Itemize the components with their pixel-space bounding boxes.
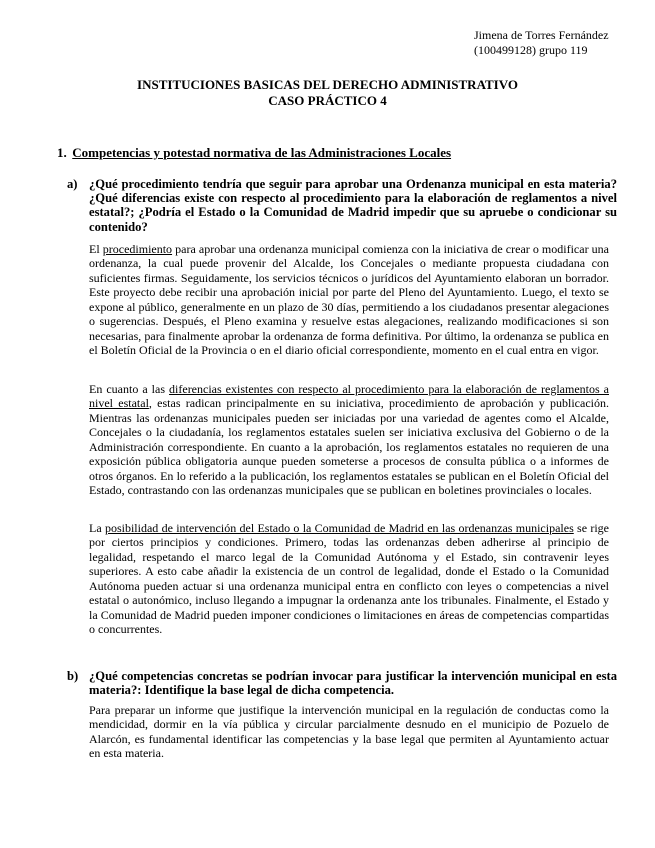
section-heading: [57, 145, 617, 161]
question-a-text: ¿Qué procedimiento tendría que seguir para aprobar una Ordenanza municipal en esta materia? ¿Qué diferencias existe con respecto al procedimiento para la elaboración de reglamentos a nivel estatal?; ¿Podría el Estado o la Comunidad de Madrid impedir que su apruebe o condicionar su contenido?: [89, 177, 617, 234]
answer-a-paragraph-1: [89, 242, 609, 358]
question-b-text: ¿Qué competencias concretas se podrían invocar para justificar la intervención municipal en esta materia?: Identifique la base legal de dicha competencia.: [89, 669, 617, 698]
answer-a-paragraph-3: [89, 521, 609, 637]
question-a-label: a): [67, 177, 78, 191]
answer-a-p1-underlined: procedimiento: [102, 242, 173, 256]
answer-b-paragraph-1: Para preparar un informe que justifique la intervención municipal en la regulación de conductas como la mendicidad, dormir en la vía pública y circular parcialmente desnudo en el municipio de Pozuelo de Alarcón, es fundamental identificar las competencias y la base legal que permiten al Ayuntamiento actuar en esta materia.: [89, 703, 609, 761]
author-id-group: (100499128) grupo 119: [474, 43, 588, 57]
answer-a-p2-post: , estas radican principalmente en su iniciativa, procedimiento de aprobación y publicación. Mientras las ordenanzas municipales pueden ser iniciadas por una variedad de agentes como el Alcalde, Concejales o la ciudadanía, los reglamentos estatales suelen ser iniciativa exclusiva del Gobierno o de la Administración correspondiente. En cuanto a la aprobación, los reglamentos estatales no requieren de una exposición pública obligatoria aunque pueden someterse a procesos de consulta pública o a informes de otros órganos. En lo referido a la publicación, los reglamentos estatales se publican en el Boletín Oficial del Estado, contrastando con las ordenanzas municipales que se publican en boletines provinciales o locales.: [89, 396, 609, 498]
answer-a-p1-post: para aprobar una ordenanza municipal comienza con la iniciativa de crear o modificar una ordenanza, la cual puede provenir del Alcalde, los Concejales o mediante propuesta ciudadana con suficientes firmas. Seguidamente, los servicios técnicos o jurídicos del Ayuntamiento elaboran un borrador. Este proyecto debe recibir una aprobación inicial por parte del Pleno del Ayuntamiento. Luego, el texto se expone al público, generalmente en un plazo de 30 días, permitiendo a los ciudadanos presentar alegaciones o sugerencias. Después, el Pleno examina y resuelve estas alegaciones, realizando modificaciones si son necesarias, para finalmente aprobar la ordenanza de forma definitiva. Por último, la ordenanza se publica en el Boletín Oficial de la Provincia o en el diario oficial correspondiente, momento en el cual entra en vigor.: [89, 242, 609, 358]
question-b-label: b): [67, 669, 79, 683]
answer-a-paragraph-2: [89, 382, 609, 498]
section-title: Competencias y potestad normativa de las Administraciones Locales: [72, 145, 452, 160]
question-a: [67, 177, 617, 234]
section-number: 1.: [57, 145, 67, 160]
answer-a-p3-pre: La: [89, 521, 105, 535]
title-line-2: CASO PRÁCTICO 4: [268, 93, 387, 108]
answer-a-p2-underlined: diferencias existentes con respecto al procedimiento para la elaboración de reglamentos a nivel estatal: [89, 382, 609, 411]
answer-a-p3-post: se rige por ciertos principios y condiciones. Primero, todas las ordenanzas deben adherirse al principio de legalidad, respetando el marco legal de la Comunidad Autónoma y el Estado, sin contravenir leyes superiores. A esto cabe añadir la existencia de un control de legalidad, donde el Estado o la Comunidad Autónoma pueden actuar si una ordenanza municipal entra en conflicto con leyes o competencias a nivel estatal o autonómico, incluso llegando a impugnar la ordenanza ante los tribunales. Finalmente, el Estado y la Comunidad de Madrid pueden imponer condiciones o limitaciones en áreas de competencias compartidas o concurrentes.: [89, 521, 610, 637]
answer-a-p2-pre: En cuanto a las: [89, 382, 170, 396]
author-block: [474, 28, 644, 58]
document-title: [0, 77, 655, 109]
question-b: [67, 669, 617, 697]
author-name: Jimena de Torres Fernández: [474, 28, 609, 42]
answer-a-p3-underlined: posibilidad de intervención del Estado o la Comunidad de Madrid en las ordenanzas municipales: [104, 521, 574, 535]
title-line-1: INSTITUCIONES BASICAS DEL DERECHO ADMINISTRATIVO: [137, 77, 518, 92]
answer-a-p1-pre: El: [89, 242, 103, 256]
